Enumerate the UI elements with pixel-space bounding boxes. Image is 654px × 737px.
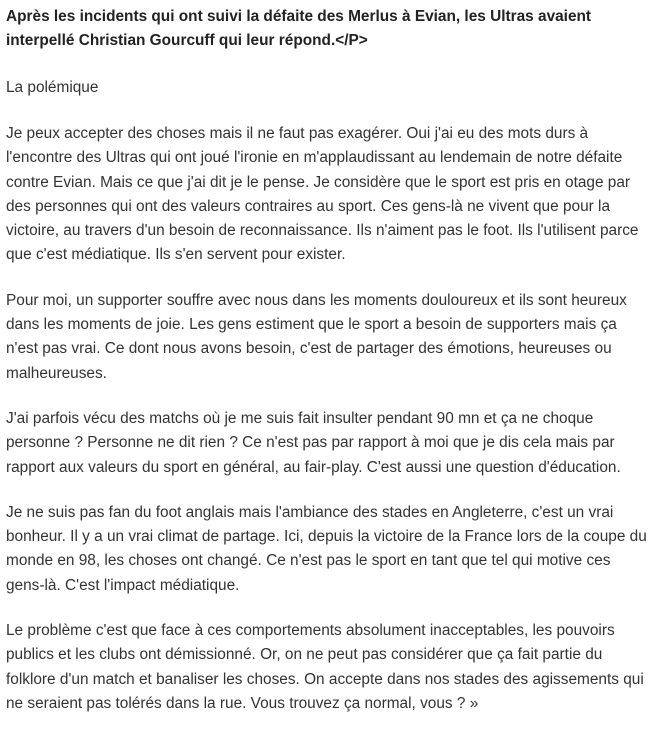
article-paragraph: J'ai parfois vécu des matchs où je me suis fait insulter pendant 90 mn et ça ne choque personne ? Personne ne dit rien ? Ce n'est pas par rapport à moi que je dis cela mais par rapport aux valeurs du sport en général, au fair-play. C'est aussi une question d'éducation. (6, 409, 621, 476)
article-paragraph: Je peux accepter des choses mais il ne faut pas exagérer. Oui j'ai eu des mots durs à l'encontre des Ultras qui ont joué l'ironie en m'applaudissant au lendemain de notre défaite contre Evian. Mais ce que j'ai dit je le pense. Je considère que le sport est pris en otage par des personnes qui ont des valeurs contraires au sport. Ces gens-là ne vivent que pour la victoire, au travers d'un besoin de reconnaissance. Ils n'aiment pas le foot. Ils l'utilisent parce que c'est médiatique. Ils s'en servent pour exister. (6, 125, 639, 264)
article-body (6, 5, 651, 737)
article-paragraph: Pour moi, un supporter souffre avec nous dans les moments douloureux et ils sont heureux dans les moments de joie. Les gens estiment que le sport a besoin de supporters mais ça n'est pas vrai. Ce dont nous avons besoin, c'est de partager des émotions, heureuses ou malheureuses. (6, 291, 627, 382)
article-paragraph: Je ne suis pas fan du foot anglais mais l'ambiance des stades en Angleterre, c'est un vrai bonheur. Il y a un vrai climat de partage. Ici, depuis la victoire de la France lors de la coupe du monde en 98, les choses ont changé. Ce n'est pas le sport en tant que tel qui motive ces gens-là. C'est l'impact médiatique. (6, 503, 647, 594)
article-lead: Après les incidents qui ont suivi la défaite des Merlus à Evian, les Ultras avaient interpellé Christian Gourcuff qui leur répond.</P> (6, 8, 592, 49)
article-paragraph: Le problème c'est que face à ces comportements absolument inacceptables, les pouvoirs publics et les clubs ont démissionné. Or, on ne peut pas considérer que ça fait partie du folklore d'un match et banaliser les choses. On accepte dans nos stades des agissements qui ne seraient pas tolérés dans la rue. Vous trouvez ça normal, vous ? » (6, 622, 644, 712)
article-subtitle: La polémique (6, 79, 99, 96)
